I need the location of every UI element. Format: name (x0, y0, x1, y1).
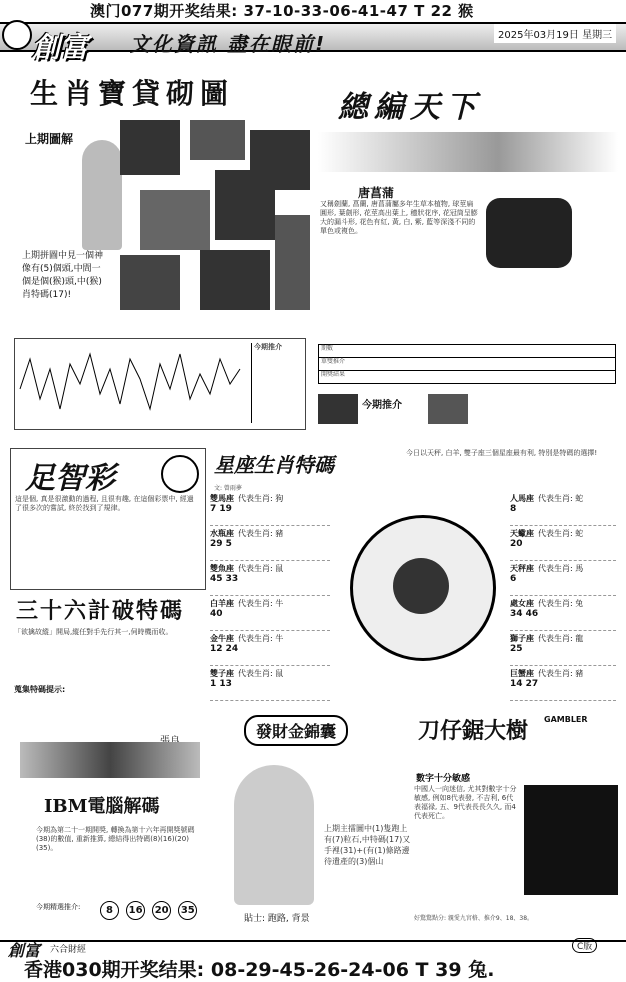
zodiac-sign-entry (510, 493, 616, 526)
zodiac-sign-entry (210, 528, 330, 561)
zodiac-sign-name: 獅子座 (510, 634, 534, 643)
zodiac-sign-entry (210, 668, 330, 701)
zodiac-sign-label: 代表生肖: 龍 (538, 634, 584, 643)
ibm-label: 今期精選推介: (36, 903, 81, 911)
zuzhicai-panel (10, 448, 206, 590)
ibm-article: 今期為第二十一期開獎, 轉換為第十六年再開獎號碼(38)的數值, 重新推算, 總結得出特碼(8)(16)(20)(35)。 (36, 826, 195, 852)
zodiac-sign-numbers: 14 27 (510, 679, 539, 689)
soccer-ball-icon (161, 455, 199, 493)
issue-date: 2025年03月19日 星期三 (494, 24, 616, 43)
cartoon-footer: 貼士: 跑路, 背景 (244, 914, 310, 924)
zodiac-sign-numbers: 29 5 (210, 539, 232, 549)
trend-legend: 今期推介 (251, 343, 304, 423)
daozai-footer: 好驚驚點分: 親愛九宮格、推介9、18、38。 (414, 915, 534, 922)
last-puzzle-label: 上期圖解 (25, 132, 74, 146)
zodiac-sign-entry (510, 633, 616, 666)
zodiac-sign-label: 代表生肖: 蛇 (538, 494, 584, 503)
trend-line-chart (15, 339, 245, 425)
cartoon-caption: 上期主擂圖中(1)隻跑上有(7)粒石,中特碼(17)又手裡(31)+(有(1)條路邊待遺產的(3)個山 (324, 824, 411, 866)
zodiac-sign-entry (210, 563, 330, 596)
brand-logo: 創富 (32, 31, 89, 64)
daozai-subtitle: 數字十分敏感 (416, 774, 471, 784)
flower-subtitle: 唐菖蒲 (358, 186, 395, 200)
zodiac-sign-name: 雙子座 (210, 669, 234, 678)
zodiac-sign-entry (510, 668, 616, 701)
zodiac-sign-name: 雙馬座 (210, 494, 234, 503)
zodiac-sign-name: 巨蟹座 (510, 669, 534, 678)
sage-figure-icon (234, 765, 314, 905)
zodiac-sign-entry (510, 563, 616, 596)
zodiac-sign-name: 白羊座 (210, 599, 234, 608)
ibm-title: IBM電腦解碼 (44, 796, 160, 817)
zodiac-sign-entry (510, 598, 616, 631)
zodiac-sign-numbers: 40 (210, 609, 223, 619)
zodiac-sign-name: 天秤座 (510, 564, 534, 573)
zodiac-sign-numbers: 12 24 (210, 644, 239, 654)
recommend-label: 今期推介 (362, 400, 402, 411)
sanshiliu-article: 「欲擒故縱」開局,縱任對手先行其一,伺時機而收。 (14, 628, 173, 636)
dice-icon (428, 394, 468, 424)
last-puzzle-answer: 上期拼圖中見一個神像有(5)個頭,中間一個是個(猴)頭,中(猴)肖特碼(17)! (22, 251, 104, 300)
zodiac-sign-label: 代表生肖: 馬 (538, 564, 584, 573)
zodiac-sign-label: 代表生肖: 鼠 (238, 564, 284, 573)
zodiac-sign-numbers: 45 33 (210, 574, 239, 584)
puzzle-mosaic-image (120, 120, 310, 310)
gladiolus-photo (486, 198, 572, 268)
brand-emblem-icon (2, 20, 32, 50)
product-photo (524, 785, 618, 895)
ibm-numbers (100, 898, 199, 920)
zodiac-sign-label: 代表生肖: 鼠 (238, 669, 284, 678)
deity-figure-icon (82, 140, 122, 250)
zodiac-sign-numbers: 8 (510, 504, 517, 514)
recommend-table-panel (318, 344, 614, 428)
zodiac-sign-numbers: 25 (510, 644, 523, 654)
recommend-icon (318, 394, 358, 424)
zodiac-sign-name: 天蠍座 (510, 529, 534, 538)
zodiac-sign-name: 水瓶座 (210, 529, 234, 538)
editor-column-panel (318, 72, 618, 312)
top-lottery-result: 澳门077期开奖结果: 37-10-33-06-41-47 T 22 猴 (90, 2, 474, 20)
footer-sub: 六合財經 (50, 945, 87, 955)
zodiac-sign-numbers: 7 19 (210, 504, 232, 514)
zodiac-sign-numbers: 1 13 (210, 679, 232, 689)
zodiac-sign-label: 代表生肖: 蛇 (538, 529, 584, 538)
zodiac-sign-label: 代表生肖: 狗 (238, 494, 284, 503)
zodiac-sign-label: 代表生肖: 牛 (238, 634, 284, 643)
daozai-article: 中國人一向迷信, 尤其對數字十分敏感, 例如8代表發, 不吉利, 6代表福禄, 五、9代表長長久久, 而4代表死亡。 (414, 785, 517, 820)
bottom-lottery-result: 香港030期开奖结果: 08-29-45-26-24-06 T 39 兔. (24, 959, 495, 981)
sanshiliu-title: 三十六計破特碼 (16, 598, 185, 624)
edition-badge: C版 (572, 938, 597, 953)
ibm-number-ball: 16 (126, 901, 145, 920)
cartoon-panel (214, 715, 412, 925)
zodiac-sign-label: 代表生肖: 豬 (538, 669, 584, 678)
editor-column-title: 總編天下 (338, 90, 482, 125)
xingzuo-title: 星座生肖特碼 (214, 453, 334, 477)
xingzuo-panel (210, 445, 618, 705)
zodiac-sign-numbers: 6 (510, 574, 517, 584)
ibm-number-ball: 35 (178, 901, 197, 920)
xingzuo-author: 文: 曾雨夢 (214, 485, 242, 492)
flower-article: 又稱劍蘭, 菖蘭, 唐菖蒲屬多年生草本植物, 球莖扁圓形, 葉劍形, 花莖高出葉上, 穗狀花序, 花冠筒呈膨大的漏斗形, 花色有紅, 黃, 白, 紫, 藍等深淺不同的單色或複色。 (320, 200, 478, 235)
recommend-table: 期數 單雙推介 開獎結果 (318, 344, 616, 384)
zodiac-sign-name: 金牛座 (210, 634, 234, 643)
zodiac-sign-entry (510, 528, 616, 561)
masthead-slogan: 文化資訊 盡在眼前! (130, 32, 327, 56)
ibm-number-ball: 8 (100, 901, 119, 920)
sanshiliu-panel (10, 592, 204, 782)
sanshiliu-illustration (20, 742, 200, 778)
cartoon-title: 發財金錦囊 (244, 715, 348, 746)
daozai-panel (414, 715, 618, 935)
zodiac-sign-label: 代表生肖: 牛 (238, 599, 284, 608)
zodiac-sign-entry (210, 493, 330, 526)
zodiac-sign-entry (210, 633, 330, 666)
zuzhicai-title: 足智彩 (25, 461, 115, 496)
zodiac-sign-label: 代表生肖: 兔 (538, 599, 584, 608)
ibm-number-ball: 20 (152, 901, 171, 920)
gambler-logo: GAMBLER (544, 715, 588, 724)
zodiac-puzzle-title: 生肖寶貸砌圖 (30, 77, 235, 110)
zodiac-sign-entry (210, 598, 330, 631)
zodiac-sign-numbers: 20 (510, 539, 523, 549)
zodiac-sign-name: 雙魚座 (210, 564, 234, 573)
trend-chart-panel (14, 338, 306, 430)
zodiac-sign-name: 人馬座 (510, 494, 534, 503)
xingzuo-intro: 今日以天秤, 白羊, 雙子座三個星座最有利, 特別是特碼的選擇! (406, 449, 598, 457)
zuzhicai-article: 這是個, 真是很激動的過程, 且很有趣, 在這個彩票中, 經過了很多次的嘗試, 終於找到了規律。 (15, 495, 194, 512)
zodiac-sign-name: 處女座 (510, 599, 534, 608)
daozai-title: 刀仔鋸大樹 (418, 718, 529, 744)
sanshiliu-tip-label: 蒐集特碼提示: (14, 685, 66, 694)
header-photo-band (318, 132, 618, 172)
footer-brand: 創富 (8, 941, 41, 960)
ibm-panel (36, 790, 206, 940)
zodiac-puzzle-panel (20, 72, 310, 312)
zodiac-sign-numbers: 34 46 (510, 609, 539, 619)
zodiac-sign-label: 代表生肖: 豬 (238, 529, 284, 538)
zodiac-wheel-icon (350, 515, 496, 661)
